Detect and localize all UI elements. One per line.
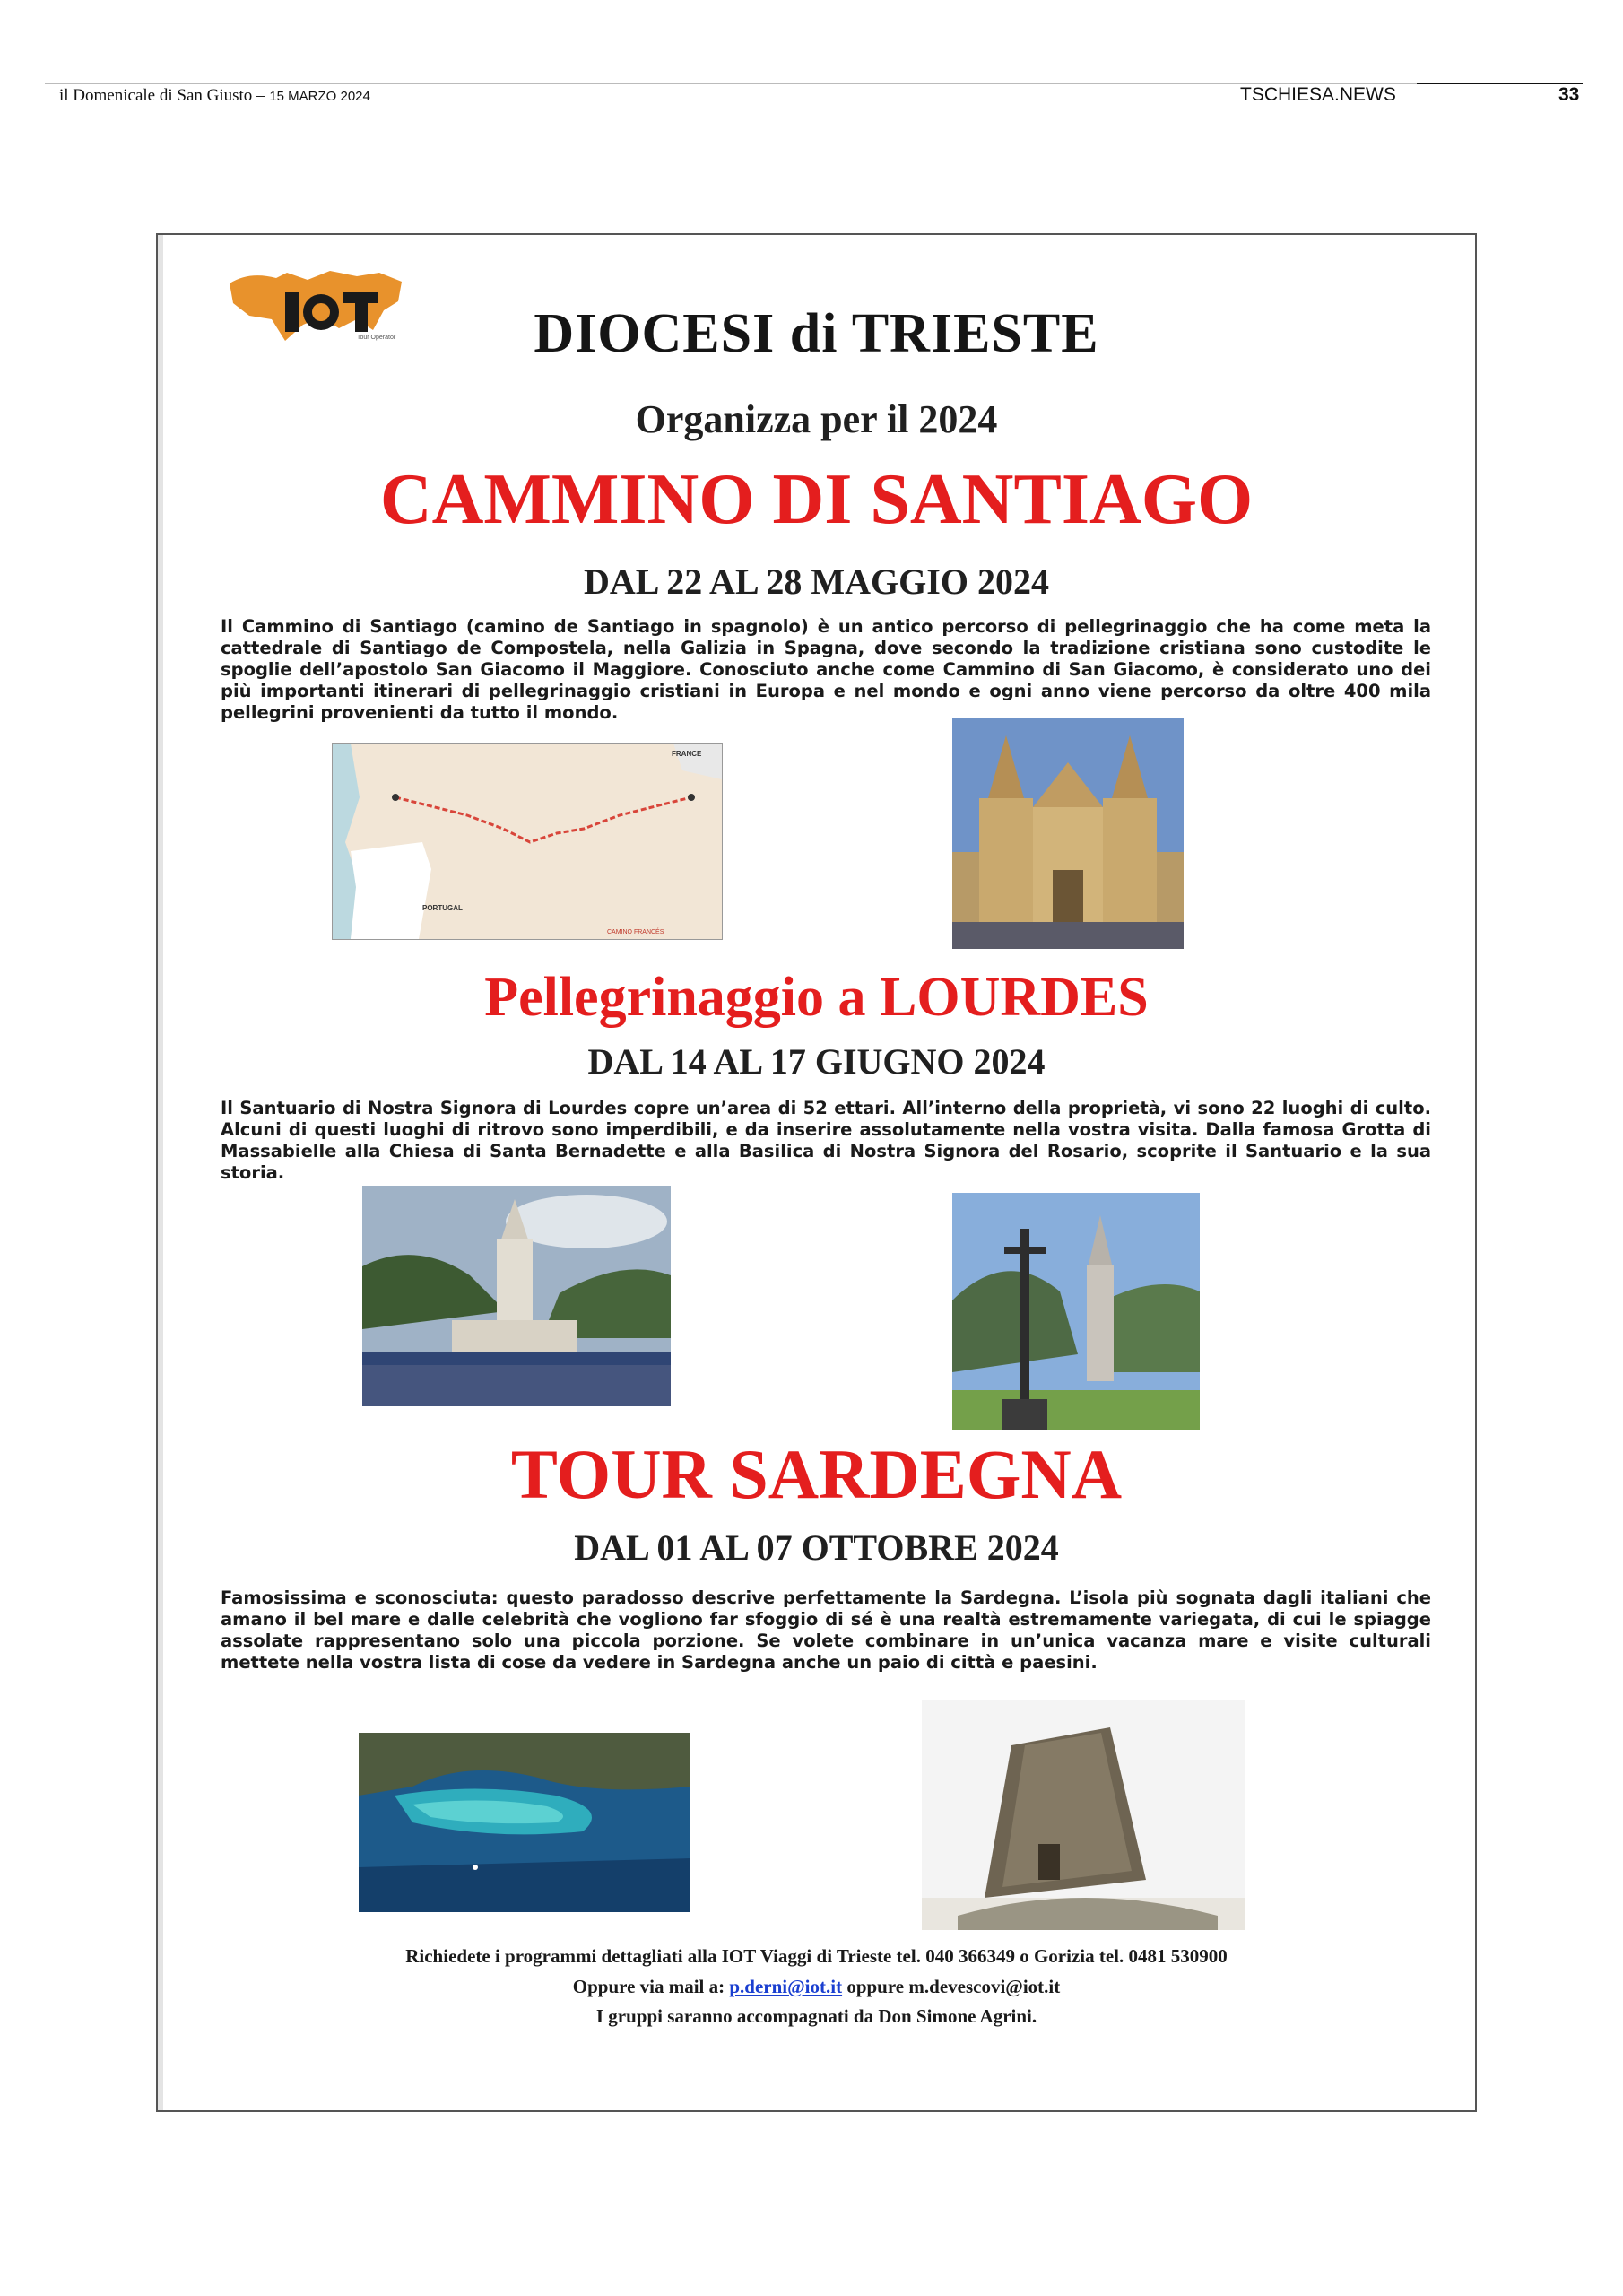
- page-number: 33: [1558, 84, 1580, 105]
- lourdes-heading: Pellegrinaggio a LOURDES: [484, 967, 1149, 1028]
- publication-name: il Domenicale di San Giusto: [59, 86, 253, 105]
- issue-date: 15 MARZO 2024: [269, 89, 370, 104]
- lourdes-calvary-cross-photo: [952, 1193, 1200, 1430]
- email-devescovi: m.devescovi@iot.it: [908, 1976, 1061, 1997]
- map-label-route: CAMINO FRANCÉS: [607, 929, 664, 935]
- nuraghe-tower-photo: [922, 1700, 1245, 1930]
- lourdes-description: Il Santuario di Nostra Signora di Lourdes copre un’area di 52 ettari. All’interno della proprietà, vi sono 22 luoghi di culto. Alcuni di questi luoghi di ritrovo sono imperdibili, e da inserire assolutamente nella vostra visita. Dalla famosa Grotta di Massabielle alla Chiesa di Santa Bernadette e alla Basilica di Nostra Signora del Rosario, scoprite il Santuario e la sua storia.: [221, 1098, 1431, 1183]
- santiago-cathedral-photo: [952, 718, 1184, 949]
- header-separator: –: [256, 86, 265, 105]
- site-name: TSCHIESA.NEWS: [1240, 84, 1396, 105]
- sardegna-description: Famosissima e sconosciuta: questo paradosso descrive perfettamente la Sardegna. L’isola più sognata dagli italiani che amano il bel mare e dalle celebrità che vogliono far sfoggio di sé è una realtà estremamente variegata, di cui le spiagge assolate rappresentano solo una piccola porzione. Se volete combinare in un’unica vacanza mare e visite culturali mettete nella vostra lista di cose da vedere in Sardegna anche un paio di città e paesini.: [221, 1587, 1431, 1673]
- guide-info-line: I gruppi saranno accompagnati da Don Simone Agrini.: [595, 2005, 1037, 2027]
- email-mid: oppure: [846, 1976, 905, 1997]
- sardegna-heading: TOUR SARDEGNA: [510, 1435, 1123, 1513]
- santiago-heading: CAMMINO DI SANTIAGO: [379, 460, 1254, 539]
- map-label-portugal: PORTUGAL: [422, 904, 463, 912]
- poster-title: DIOCESI di TRIESTE: [534, 303, 1099, 364]
- lourdes-basilica-photo: [362, 1186, 671, 1406]
- email-link-derni[interactable]: p.derni@iot.it: [729, 1976, 843, 1997]
- santiago-dates: DAL 22 AL 28 MAGGIO 2024: [584, 561, 1049, 602]
- sardegna-dates: DAL 01 AL 07 OTTOBRE 2024: [574, 1527, 1059, 1568]
- publication-header: [59, 86, 370, 106]
- sardinia-coast-photo: [359, 1733, 690, 1912]
- email-contact-line: [158, 1976, 1475, 1998]
- santiago-description: Il Cammino di Santiago (camino de Santiago in spagnolo) è un antico percorso di pellegrinaggio che ha come meta la cattedrale di Santiago de Compostela, nella Galizia in Spagna, dove secondo la tradizione cristiana sono custodite le spoglie dell’apostolo San Giacomo il Maggiore. Conosciuto anche come Cammino di San Giacomo, è considerato uno dei più importanti itinerari di pellegrinaggio cristiani in Europa e nel mondo e ogni anno viene percorso da oltre 400 mila pellegrini provenienti da tutto il mondo.: [221, 616, 1431, 723]
- svg-text:Tour Operator: Tour Operator: [357, 335, 396, 341]
- map-label-france: FRANCE: [672, 750, 702, 758]
- email-prefix: Oppure via mail a:: [572, 1976, 725, 1997]
- lourdes-dates: DAL 14 AL 17 GIUGNO 2024: [587, 1041, 1046, 1082]
- poster-subtitle: Organizza per il 2024: [635, 397, 998, 441]
- camino-map-image: [332, 743, 723, 940]
- contact-info-line: Richiedete i programmi dettagliati alla IOT Viaggi di Trieste tel. 040 366349 o Gorizia tel. 0481 530900: [405, 1945, 1228, 1967]
- trip-poster: [156, 233, 1477, 2112]
